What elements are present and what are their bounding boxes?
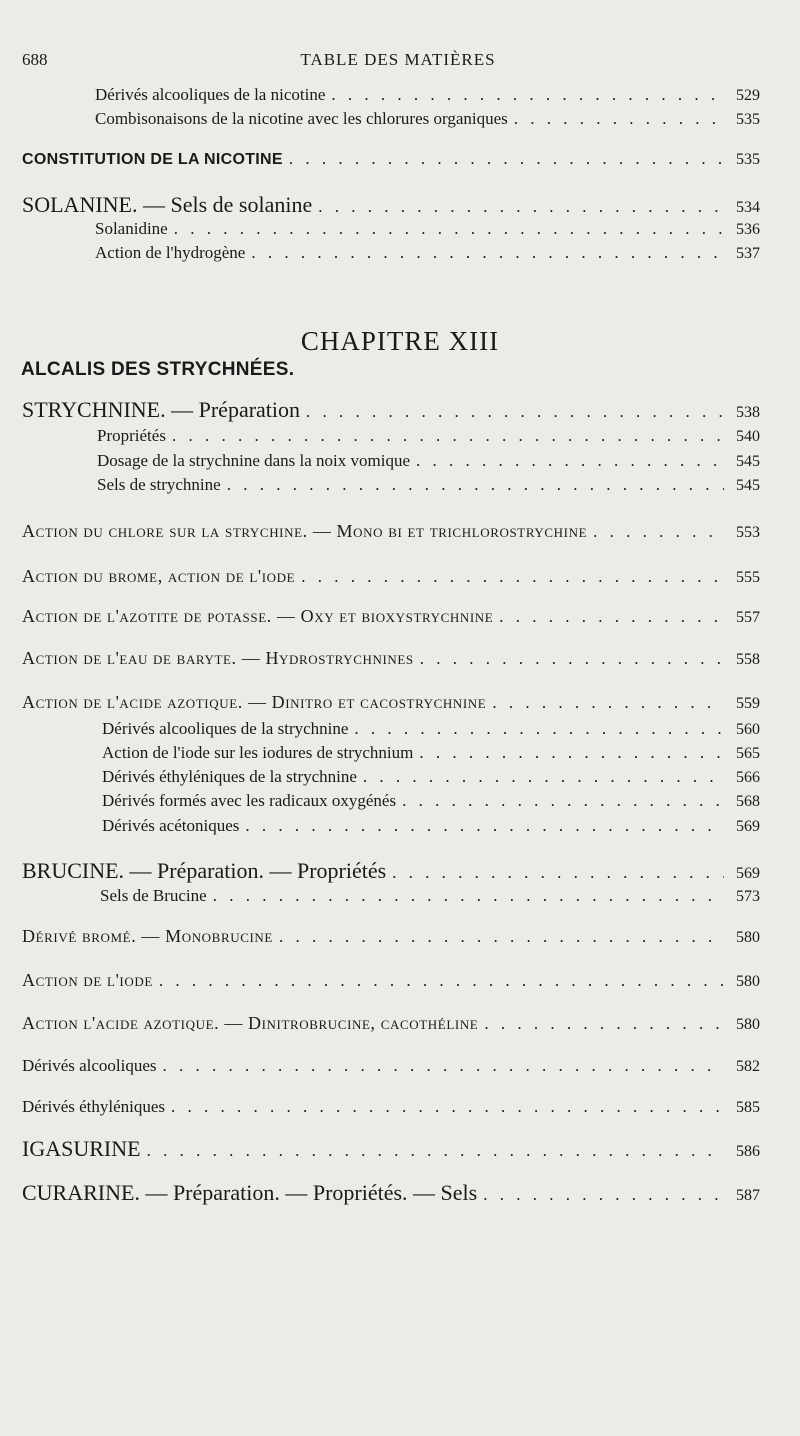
toc-entry-page: 580 (736, 929, 760, 946)
dot-leader (213, 886, 724, 906)
dot-leader (318, 197, 724, 217)
toc-entry-label: SOLANINE. — Sels de solanine (22, 192, 313, 217)
running-title: TABLE DES MATIÈRES (300, 50, 496, 69)
toc-entry-label: Action du chlore sur la strychine. — Mono bi et trichlorostrychine (22, 521, 588, 541)
toc-entry (22, 926, 760, 956)
toc-entry (22, 606, 760, 636)
toc-entry-label: Sels de strychnine (97, 475, 221, 494)
dot-leader (484, 1014, 724, 1034)
dot-leader (279, 927, 724, 947)
toc-entry-label: Sels de Brucine (100, 886, 207, 905)
toc-entry (22, 1056, 760, 1086)
toc-entry-page: 545 (736, 453, 760, 470)
toc-entry (22, 1180, 760, 1210)
toc-entry-page: 535 (736, 151, 760, 168)
toc-entry (102, 816, 760, 846)
dot-leader (416, 451, 724, 471)
page-header (22, 50, 774, 74)
dot-leader (354, 719, 724, 739)
toc-entry-label: Dosage de la strychnine dans la noix vomique (97, 451, 411, 470)
toc-entry (22, 1097, 760, 1127)
dot-leader (301, 567, 724, 587)
dot-leader (163, 1056, 724, 1076)
toc-entry-page: 573 (736, 888, 760, 905)
toc-entry (22, 397, 760, 427)
toc-entry-label: Action l'acide azotique. — Dinitrobrucine, cacothéline (22, 1013, 479, 1033)
dot-leader (363, 767, 724, 787)
toc-entry-label: Action de l'iode (22, 970, 153, 990)
toc-entry-label: Dérivé bromé. — Monobrucine (22, 926, 273, 946)
toc-entry-page: 529 (736, 87, 760, 104)
toc-entry-label: Propriétés (97, 426, 166, 445)
dot-leader (420, 649, 724, 669)
toc-entry-label: Combisonaisons de la nicotine avec les chlorures organiques (95, 109, 508, 128)
toc-entry-label: CURARINE. — Préparation. — Propriétés. — Sels (22, 1180, 478, 1205)
toc-entry-label: Dérivés alcooliques (22, 1056, 157, 1075)
dot-leader (483, 1185, 724, 1205)
toc-entry-page: 559 (736, 695, 760, 712)
dot-leader (159, 971, 724, 991)
toc-entry (22, 648, 760, 678)
toc-entry-page: 582 (736, 1058, 760, 1075)
toc-entry-page: 580 (736, 1016, 760, 1033)
toc-entry-label: Solanidine (95, 219, 168, 238)
dot-leader (251, 243, 724, 263)
dot-leader (419, 743, 724, 763)
section-heading: ALCALIS DES STRYCHNÉES. (21, 359, 295, 380)
toc-entry-label: Dérivés alcooliques de la nicotine (95, 85, 326, 104)
toc-entry (22, 970, 760, 1000)
toc-entry-page: 557 (736, 609, 760, 626)
toc-entry-page: 580 (736, 973, 760, 990)
toc-entry-label: Dérivés formés avec les radicaux oxygénés (102, 791, 397, 810)
toc-entry-label: Action du brome, action de l'iode (22, 566, 296, 586)
chapter-heading: CHAPITRE XIII (300, 326, 500, 356)
toc-entry-page: 558 (736, 651, 760, 668)
toc-entry-label: BRUCINE. — Préparation. — Propriétés (22, 858, 387, 883)
toc-entry-label: Action de l'azotite de potasse. — Oxy et bioxystrychnine (22, 606, 494, 626)
toc-entry (22, 1136, 760, 1166)
toc-entry-label: Dérivés éthyléniques (22, 1097, 166, 1116)
dot-leader (306, 402, 724, 422)
toc-entry (95, 109, 760, 139)
toc-entry-label: CONSTITUTION DE LA NICOTINE (22, 151, 283, 168)
page-number: 688 (22, 50, 48, 69)
dot-leader (331, 85, 724, 105)
dot-leader (245, 816, 724, 836)
toc-entry-page: 587 (736, 1187, 760, 1204)
toc-entry-page: 560 (736, 721, 760, 738)
dot-leader (172, 426, 724, 446)
toc-entry (100, 886, 760, 916)
toc-entry-page: 535 (736, 111, 760, 128)
toc-entry (97, 475, 760, 505)
toc-entry-label: IGASURINE (22, 1136, 141, 1161)
dot-leader (514, 109, 724, 129)
toc-entry (22, 1013, 760, 1043)
toc-entry-page: 540 (736, 428, 760, 445)
toc-entry-label: Dérivés éthyléniques de la strychnine (102, 767, 357, 786)
toc-entry-page: 565 (736, 745, 760, 762)
toc-entry-label: Action de l'eau de baryte. — Hydrostrychnines (22, 648, 414, 668)
toc-entry-page: 545 (736, 477, 760, 494)
toc-entry-page: 568 (736, 793, 760, 810)
toc-entry-page: 534 (736, 199, 760, 216)
dot-leader (289, 149, 724, 169)
dot-leader (174, 219, 724, 239)
toc-entry-page: 585 (736, 1099, 760, 1116)
toc-entry-page: 553 (736, 524, 760, 541)
dot-leader (402, 791, 724, 811)
toc-entry-page: 569 (736, 865, 760, 882)
toc-entry-page: 537 (736, 245, 760, 262)
toc-entry-page: 569 (736, 818, 760, 835)
toc-entry (22, 692, 760, 722)
toc-entry-page: 586 (736, 1143, 760, 1160)
toc-entry-label: Action de l'iode sur les iodures de strychnium (102, 743, 414, 762)
toc-entry-page: 538 (736, 404, 760, 421)
toc-entry-label: Dérivés alcooliques de la strychnine (102, 719, 349, 738)
dot-leader (593, 522, 724, 542)
dot-leader (392, 863, 724, 883)
toc-entry (22, 149, 760, 179)
dot-leader (171, 1097, 724, 1117)
dot-leader (499, 607, 724, 627)
toc-entry-page: 536 (736, 221, 760, 238)
dot-leader (147, 1141, 724, 1161)
toc-entry (22, 521, 760, 551)
toc-entry (22, 192, 760, 222)
toc-entry (22, 566, 760, 596)
toc-entry-page: 566 (736, 769, 760, 786)
toc-entry (22, 858, 760, 888)
toc-entry-label: Action de l'acide azotique. — Dinitro et cacostrychnine (22, 692, 487, 712)
toc-entry-page: 555 (736, 569, 760, 586)
toc-entry (95, 243, 760, 273)
dot-leader (227, 475, 724, 495)
toc-entry-label: Dérivés acétoniques (102, 816, 240, 835)
toc-entry-label: STRYCHNINE. — Préparation (22, 397, 301, 422)
dot-leader (492, 693, 724, 713)
toc-entry-label: Action de l'hydrogène (95, 243, 246, 262)
